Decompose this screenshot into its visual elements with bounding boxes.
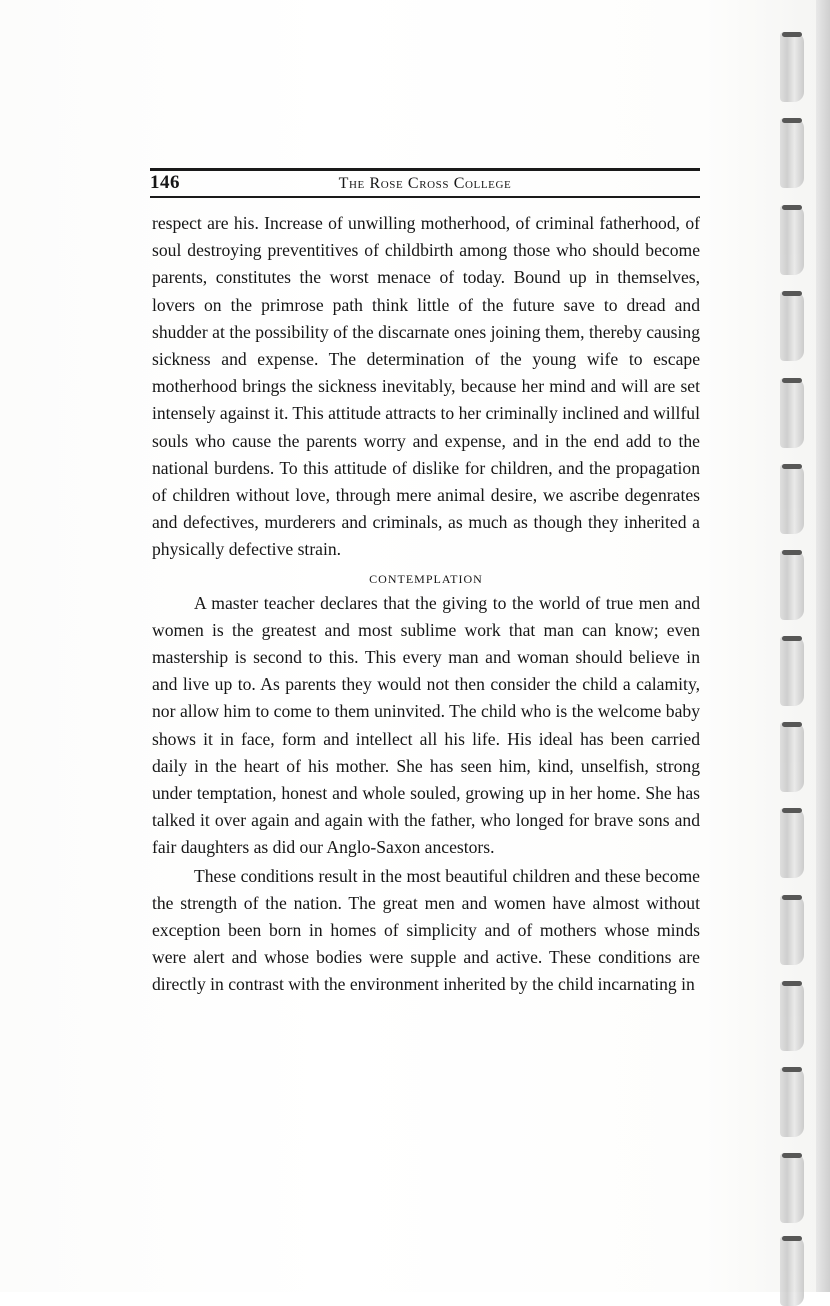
- binding-ring: [780, 32, 804, 102]
- body-text: [152, 210, 700, 999]
- binding-ring: [780, 1067, 804, 1137]
- running-title: The Rose Cross College: [338, 175, 512, 192]
- binding-ring: [780, 1153, 804, 1223]
- binding-edge: [816, 0, 830, 1292]
- paragraph: A master teacher declares that the giving to the world of true men and women is the greatest and most sublime work that man can know; even mastership is second to this. This every man and woman should believe in and live up to. As parents they would not then consider the child a calamity, nor allow him to come to them uninvited. The child who is the welcome baby shows it in face, form and intellect all his life. His ideal has been carried daily in the heart of his mother. She has seen him, kind, unselfish, strong under temptation, honest and whole souled, growing up in her home. She has talked it over again and again with the father, who longed for brave sons and fair daughters as did our Anglo-Saxon ancestors.: [152, 592, 700, 858]
- section-heading: CONTEMPLATION: [369, 571, 483, 586]
- spiral-binding: [770, 0, 830, 1292]
- binding-ring: [780, 722, 804, 792]
- running-header: [150, 165, 700, 201]
- binding-ring: [780, 1236, 804, 1306]
- page-number: 146: [150, 172, 180, 193]
- binding-ring: [780, 118, 804, 188]
- binding-ring: [780, 895, 804, 965]
- header-top-rule: [150, 168, 700, 171]
- paragraph: respect are his. Increase of unwilling motherhood, of criminal fatherhood, of soul destroying preventitives of childbirth among those who should become parents, constitutes the worst menace of today. Bound up in themselves, lovers on the primrose path think little of the future save to dread and shudder at the possibility of the discarnate ones joining them, thereby causing sickness and expense. The determination of the young wife to escape motherhood brings the sickness inevitably, because her mind and will are set intensely against it. This attitude attracts to her criminally inclined and willful souls who cause the parents worry and expense, and in the end add to the national burdens. To this attitude of dislike for children, and the propagation of children without love, through mere animal desire, we ascribe degenrates and defectives, murderers and criminals, as much as though they inherited a physically defective strain.: [152, 213, 700, 560]
- binding-ring: [780, 550, 804, 620]
- binding-ring: [780, 808, 804, 878]
- binding-ring: [780, 378, 804, 448]
- paragraph: These conditions result in the most beautiful children and these become the strength of the nation. The great men and women have almost without exception been born in homes of simplicity and of mothers whose minds were alert and whose bodies were supple and active. These conditions are directly in contrast with the environment inherited by the child incarnating in: [152, 865, 700, 995]
- header-bottom-rule: [150, 196, 700, 198]
- binding-ring: [780, 205, 804, 275]
- binding-ring: [780, 464, 804, 534]
- binding-ring: [780, 291, 804, 361]
- binding-ring: [780, 981, 804, 1051]
- binding-ring: [780, 636, 804, 706]
